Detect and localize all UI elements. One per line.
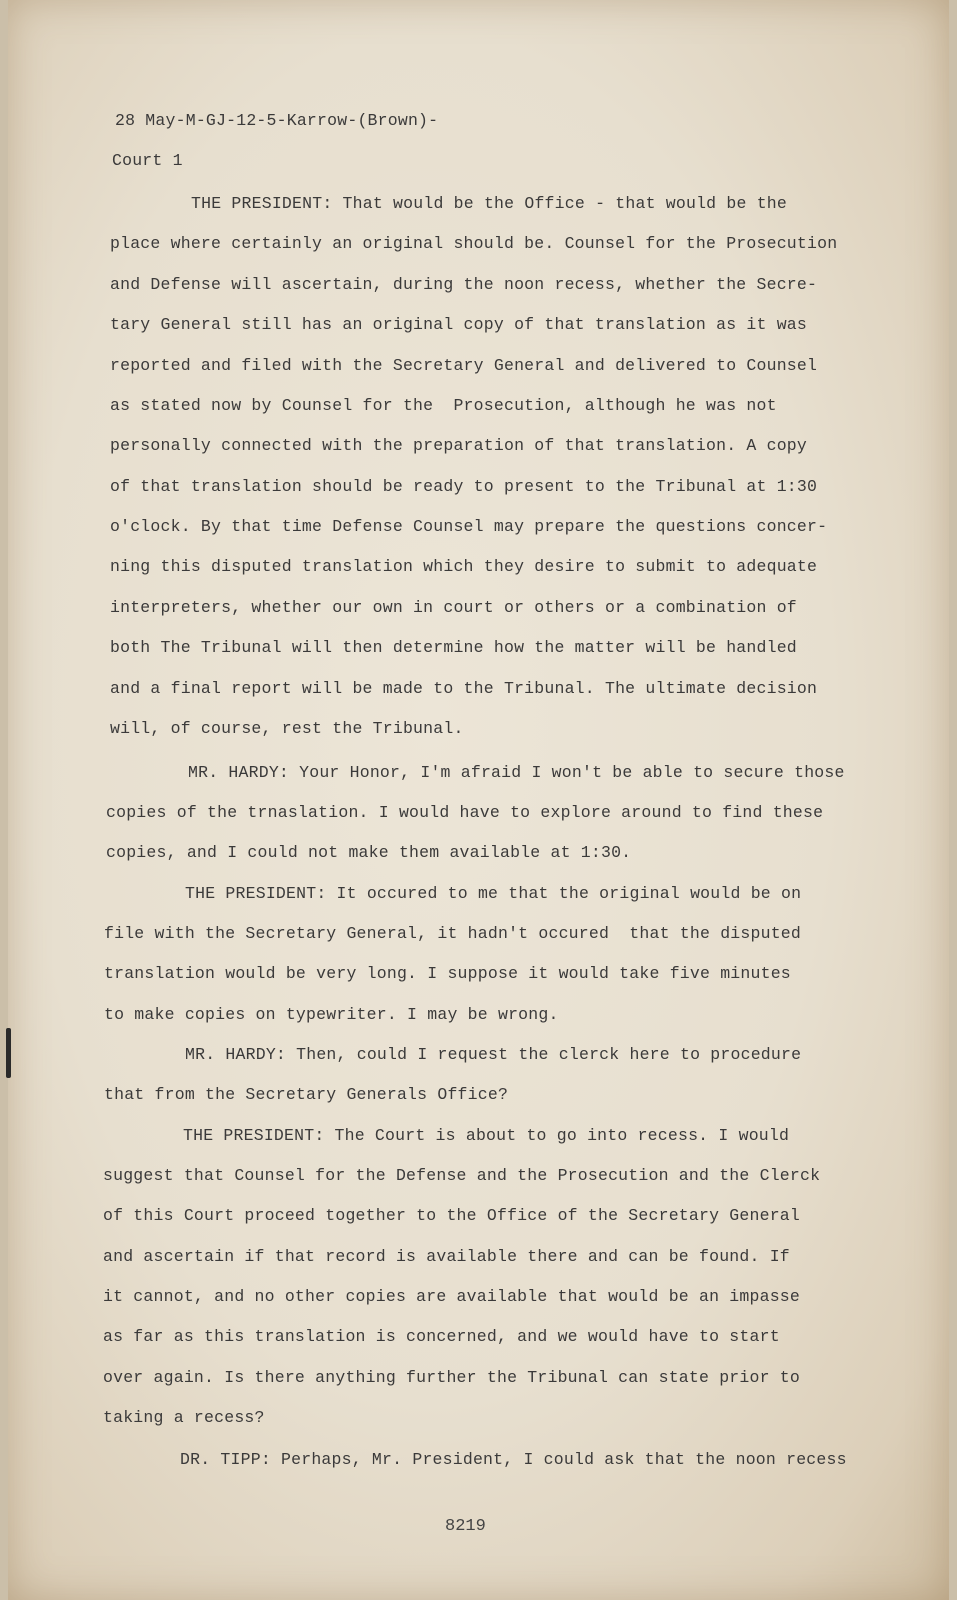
- binding-mark: [6, 1028, 11, 1078]
- body-line: MR. HARDY: Then, could I request the clerck here to procedure: [185, 1045, 802, 1064]
- body-line: THE PRESIDENT: The Court is about to go into recess. I would: [183, 1126, 790, 1145]
- body-line: and a final report will be made to the Tribunal. The ultimate decision: [110, 679, 818, 698]
- body-line: taking a recess?: [103, 1408, 265, 1427]
- document-id-line: 28 May-M-GJ-12-5-Karrow-(Brown)-: [115, 111, 439, 130]
- body-line: of this Court proceed together to the Office of the Secretary General: [103, 1206, 801, 1225]
- body-line: will, of course, rest the Tribunal.: [110, 719, 464, 738]
- document-page: [8, 0, 949, 1600]
- body-line: both The Tribunal will then determine how the matter will be handled: [110, 638, 797, 657]
- body-line: and ascertain if that record is available there and can be found. If: [103, 1247, 790, 1266]
- body-line: translation would be very long. I suppose it would take five minutes: [104, 964, 791, 983]
- body-line: place where certainly an original should be. Counsel for the Prosecution: [110, 234, 838, 253]
- body-line: as stated now by Counsel for the Prosecution, although he was not: [110, 396, 777, 415]
- body-line: DR. TIPP: Perhaps, Mr. President, I could ask that the noon recess: [180, 1450, 847, 1469]
- body-line: interpreters, whether our own in court or others or a combination of: [110, 598, 797, 617]
- body-line: ning this disputed translation which they desire to submit to adequate: [110, 557, 818, 576]
- body-line: copies of the trnaslation. I would have to explore around to find these: [106, 803, 824, 822]
- body-line: THE PRESIDENT: It occured to me that the original would be on: [185, 884, 802, 903]
- body-line: to make copies on typewriter. I may be wrong.: [104, 1005, 559, 1024]
- body-line: that from the Secretary Generals Office?: [104, 1085, 509, 1104]
- body-line: of that translation should be ready to present to the Tribunal at 1:30: [110, 477, 818, 496]
- page-number: 8219: [445, 1517, 486, 1536]
- body-line: as far as this translation is concerned, and we would have to start: [103, 1327, 780, 1346]
- body-line: over again. Is there anything further the Tribunal can state prior to: [103, 1368, 801, 1387]
- body-line: and Defense will ascertain, during the noon recess, whether the Secre-: [110, 275, 818, 294]
- court-label: Court 1: [112, 151, 183, 170]
- body-line: it cannot, and no other copies are available that would be an impasse: [103, 1287, 801, 1306]
- body-line: MR. HARDY: Your Honor, I'm afraid I won't be able to secure those: [188, 763, 845, 782]
- body-line: tary General still has an original copy of that translation as it was: [110, 315, 808, 334]
- body-line: copies, and I could not make them available at 1:30.: [106, 843, 632, 862]
- body-line: personally connected with the preparation of that translation. A copy: [110, 436, 808, 455]
- body-line: THE PRESIDENT: That would be the Office - that would be the: [191, 194, 787, 213]
- body-line: file with the Secretary General, it hadn't occured that the disputed: [104, 924, 802, 943]
- body-line: reported and filed with the Secretary General and delivered to Counsel: [110, 356, 818, 375]
- body-line: suggest that Counsel for the Defense and the Prosecution and the Clerck: [103, 1166, 821, 1185]
- body-line: o'clock. By that time Defense Counsel may prepare the questions concer-: [110, 517, 828, 536]
